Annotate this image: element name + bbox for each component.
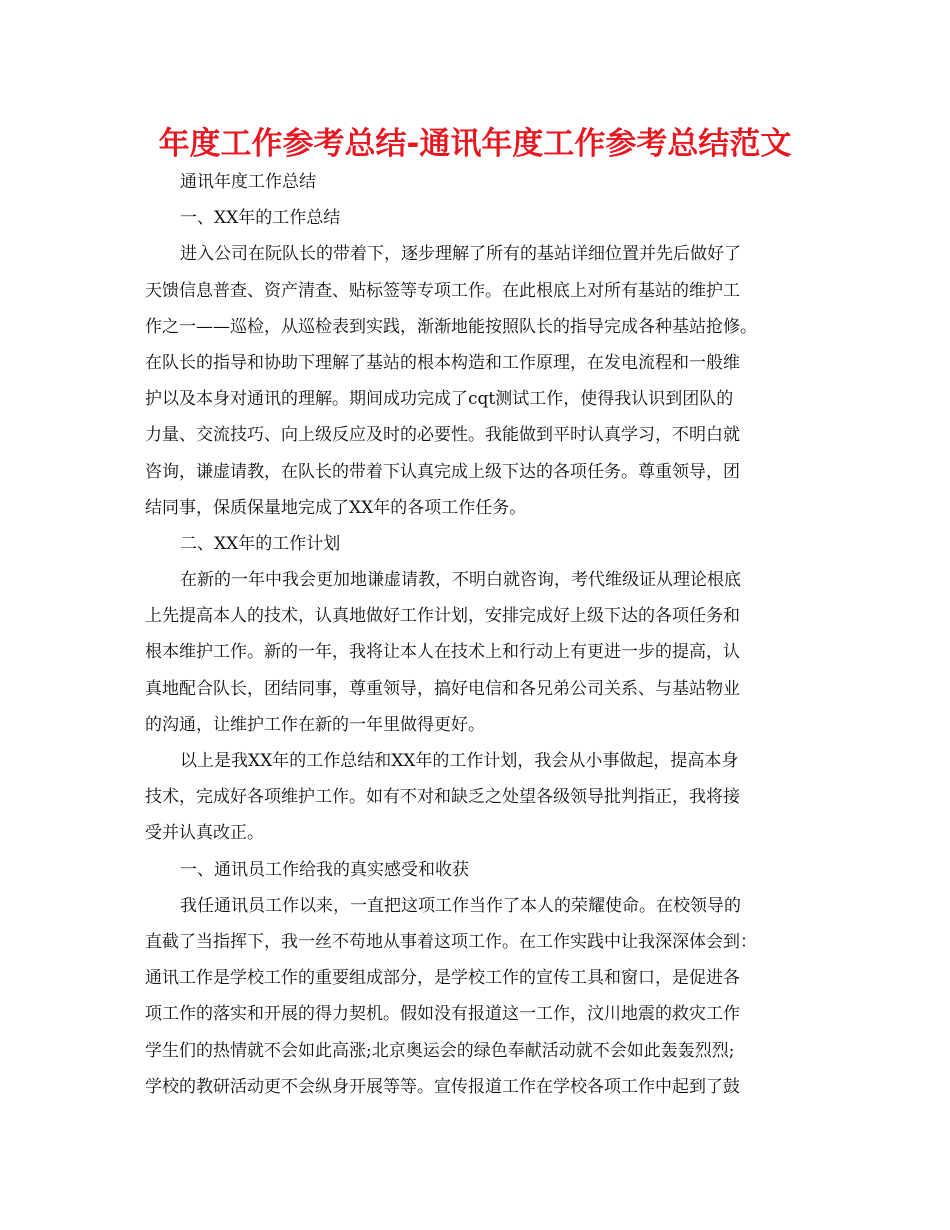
- body-line: 在队长的指导和协助下理解了基站的根本构造和工作原理，在发电流程和一般维: [145, 352, 740, 373]
- body-line: 咨询，谦虚请教，在队长的带着下认真完成上级下达的各项任务。尊重领导，团: [145, 461, 740, 482]
- body-line: 直截了当指挥下，我一丝不苟地从事着这项工作。在工作实践中让我深深体会到：: [145, 931, 757, 952]
- body-line: 结同事，保质保量地完成了XX年的各项工作任务。: [145, 497, 527, 518]
- body-line: 学校的教研活动更不会纵身开展等等。宣传报道工作在学校各项工作中起到了鼓: [145, 1076, 740, 1097]
- body-line: 天馈信息普查、资产清查、贴标签等专项工作。在此根底上对所有基站的维护工: [145, 280, 740, 301]
- body-line: 上先提高本人的技术，认真地做好工作计划，安排完成好上级下达的各项任务和: [145, 606, 740, 627]
- body-line: 进入公司在阮队长的带着下，逐步理解了所有的基站详细位置并先后做好了: [180, 244, 741, 265]
- body-line: 学生们的热情就不会如此高涨;北京奥运会的绿色奉献活动就不会如此轰轰烈烈;: [145, 1040, 735, 1061]
- body-line: 真地配合队长，团结同事，尊重领导，搞好电信和各兄弟公司关系、与基站物业: [145, 678, 740, 699]
- body-line: 根本维护工作。新的一年，我将让本人在技术上和行动上有更进一步的提高，认: [145, 642, 740, 663]
- body-line: 一、XX年的工作总结: [180, 208, 341, 229]
- body-line: 通讯工作是学校工作的重要组成部分，是学校工作的宣传工具和窗口，是促进各: [145, 968, 740, 989]
- body-line: 我任通讯员工作以来，一直把这项工作当作了本人的荣耀使命。在校领导的: [180, 895, 741, 916]
- body-line: 护以及本身对通讯的理解。期间成功完成了cqt测试工作，使得我认识到团队的: [145, 389, 734, 410]
- body-line: 一、通讯员工作给我的真实感受和收获: [180, 859, 469, 880]
- body-line: 作之一——巡检，从巡检表到实践，渐渐地能按照队长的指导完成各种基站抢修。: [145, 316, 757, 337]
- document-body: [145, 164, 805, 1105]
- body-line: 项工作的落实和开展的得力契机。假如没有报道这一工作，汶川地震的救灾工作: [145, 1004, 740, 1025]
- body-line: 力量、交流技巧、向上级反应及时的必要性。我能做到平时认真学习，不明白就: [145, 425, 740, 446]
- body-line: 受并认真改正。: [145, 823, 264, 844]
- body-line: 通讯年度工作总结: [180, 172, 316, 192]
- document-title: 年度工作参考总结-通讯年度工作参考总结范文: [158, 126, 792, 162]
- body-line: 以上是我XX年的工作总结和XX年的工作计划，我会从小事做起，提高本身: [180, 751, 739, 771]
- body-line: 的沟通，让维护工作在新的一年里做得更好。: [145, 714, 485, 735]
- body-line: 在新的一年中我会更加地谦虚请教，不明白就咨询，考代维级证从理论根底: [180, 570, 741, 591]
- body-line: 二、XX年的工作计划: [180, 533, 341, 554]
- body-line: 技术，完成好各项维护工作。如有不对和缺乏之处望各级领导批判指正，我将接: [145, 787, 740, 808]
